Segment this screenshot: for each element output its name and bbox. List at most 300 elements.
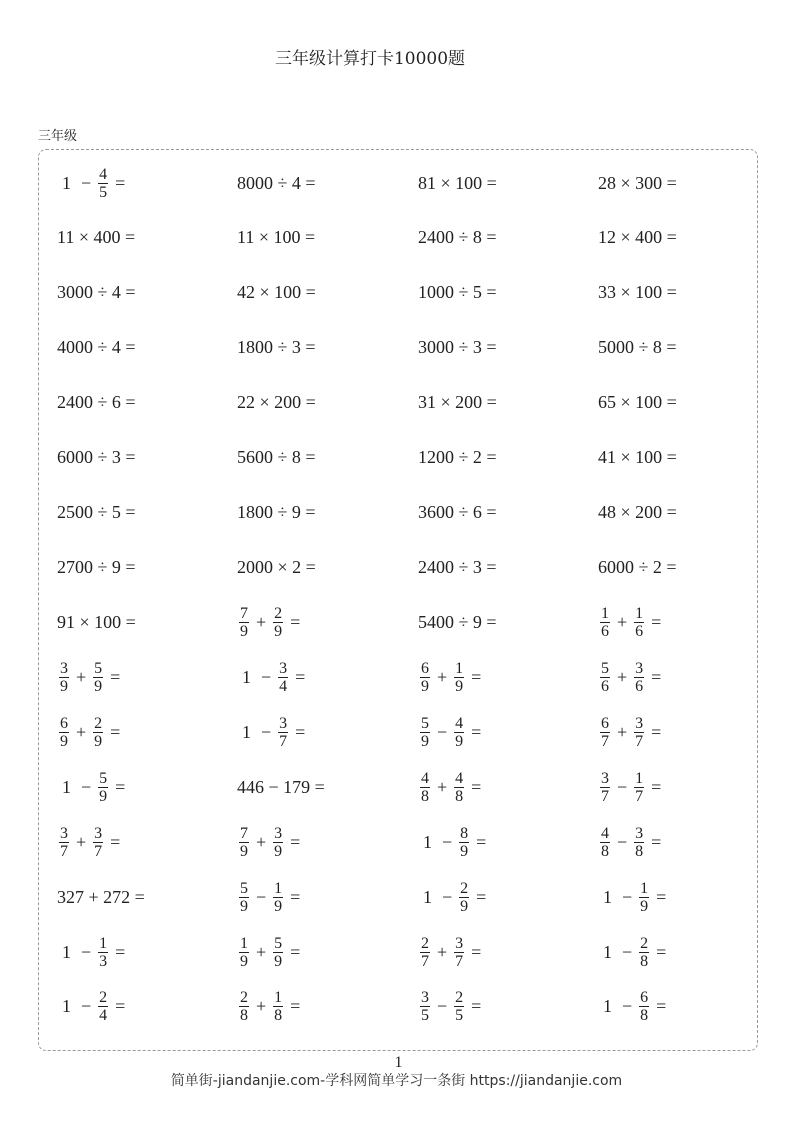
expression-text: =	[290, 996, 301, 1017]
denominator: 8	[640, 952, 649, 970]
fraction	[600, 715, 610, 750]
numerator: 4	[455, 769, 464, 787]
denominator: 9	[274, 842, 283, 860]
denominator: 5	[99, 183, 108, 201]
expression-text: =	[651, 776, 662, 797]
numerator: 6	[60, 714, 68, 732]
denominator: 7	[421, 952, 429, 970]
expression-text: −	[617, 831, 628, 852]
numerator: 3	[279, 659, 288, 677]
fraction	[634, 715, 644, 750]
expression-text: =	[290, 941, 301, 962]
fraction	[639, 880, 649, 915]
denominator: 9	[240, 952, 248, 970]
math-problem	[57, 597, 136, 647]
fraction	[273, 935, 283, 970]
expression-text: 41 × 100 =	[598, 447, 677, 468]
numerator: 2	[94, 714, 103, 732]
denominator: 8	[240, 1007, 248, 1025]
expression-text: =	[656, 941, 667, 962]
numerator: 5	[99, 769, 108, 787]
fraction	[59, 825, 69, 860]
expression-text: 6000 ÷ 3 =	[57, 447, 136, 468]
math-problem	[418, 323, 497, 373]
math-problem	[418, 597, 497, 647]
denominator: 9	[240, 842, 248, 860]
numerator: 5	[601, 659, 609, 677]
denominator: 6	[635, 622, 644, 640]
expression-text: 8000 ÷ 4 =	[237, 172, 316, 193]
denominator: 7	[60, 842, 68, 860]
expression-text: =	[471, 996, 482, 1017]
expression-text: +	[256, 831, 267, 852]
denominator: 9	[240, 897, 248, 915]
expression-text: =	[651, 666, 662, 687]
expression-text: −	[442, 886, 453, 907]
denominator: 8	[421, 787, 429, 805]
numerator: 5	[274, 934, 283, 952]
math-problem	[598, 433, 677, 483]
numerator: 5	[421, 714, 429, 732]
expression-text: 1000 ÷ 5 =	[418, 282, 497, 303]
expression-text: −	[256, 886, 267, 907]
numerator: 3	[455, 934, 464, 952]
expression-text: 2500 ÷ 5 =	[57, 502, 136, 523]
math-problem	[418, 158, 497, 208]
fraction	[454, 715, 464, 750]
fraction	[98, 166, 108, 201]
numerator: 1	[240, 934, 248, 952]
fraction	[459, 825, 469, 860]
math-problem	[57, 817, 125, 867]
math-problem	[598, 158, 677, 208]
expression-text: 5400 ÷ 9 =	[418, 611, 497, 632]
expression-text: =	[115, 941, 126, 962]
page-title: 三年级计算打卡10000题	[274, 49, 466, 69]
denominator: 9	[455, 732, 464, 750]
denominator: 9	[421, 732, 429, 750]
math-problem	[57, 213, 135, 263]
fraction	[278, 715, 288, 750]
fraction	[239, 935, 249, 970]
denominator: 9	[274, 952, 283, 970]
expression-text: 5000 ÷ 8 =	[598, 337, 677, 358]
numerator: 1	[640, 879, 649, 897]
denominator: 9	[640, 897, 649, 915]
expression-text: 1	[62, 776, 71, 797]
expression-text: 1	[423, 831, 432, 852]
expression-text: +	[437, 776, 448, 797]
math-problem	[57, 652, 125, 702]
numerator: 2	[455, 989, 464, 1007]
math-problem	[57, 762, 130, 812]
expression-text: 2400 ÷ 6 =	[57, 392, 136, 413]
numerator: 3	[635, 714, 644, 732]
math-problem	[598, 927, 671, 977]
expression-text: =	[651, 721, 662, 742]
fraction	[420, 989, 430, 1024]
fraction	[634, 770, 644, 805]
math-problem	[57, 378, 136, 428]
denominator: 8	[601, 842, 609, 860]
denominator: 8	[635, 842, 644, 860]
numerator: 4	[99, 165, 108, 183]
math-problem	[237, 597, 305, 647]
numerator: 1	[601, 604, 609, 622]
numerator: 7	[240, 824, 248, 842]
math-problem	[418, 378, 497, 428]
math-problem	[237, 817, 305, 867]
fraction	[600, 660, 610, 695]
fraction	[634, 605, 644, 640]
expression-text: 1800 ÷ 3 =	[237, 337, 316, 358]
denominator: 7	[455, 952, 464, 970]
expression-text: =	[656, 996, 667, 1017]
math-problem	[57, 488, 136, 538]
fraction	[600, 770, 610, 805]
expression-text: =	[476, 831, 487, 852]
fraction	[420, 715, 430, 750]
expression-text: =	[476, 886, 487, 907]
expression-text: =	[651, 831, 662, 852]
fraction	[93, 825, 103, 860]
math-problem	[598, 982, 671, 1032]
numerator: 4	[455, 714, 464, 732]
fraction	[420, 770, 430, 805]
expression-text: −	[622, 886, 633, 907]
fraction	[93, 660, 103, 695]
expression-text: −	[622, 941, 633, 962]
fraction	[420, 935, 430, 970]
denominator: 7	[601, 732, 609, 750]
numerator: 3	[635, 824, 644, 842]
numerator: 3	[60, 659, 68, 677]
fraction	[98, 989, 108, 1024]
denominator: 7	[601, 787, 609, 805]
expression-text: =	[471, 666, 482, 687]
denominator: 7	[635, 787, 644, 805]
expression-text: −	[442, 831, 453, 852]
numerator: 3	[601, 769, 609, 787]
fraction	[273, 880, 283, 915]
expression-text: +	[437, 941, 448, 962]
math-problem	[237, 158, 316, 208]
math-problem	[418, 707, 486, 757]
expression-text: 1	[242, 721, 251, 742]
math-problem	[237, 927, 305, 977]
math-problem	[237, 652, 310, 702]
expression-text: 28 × 300 =	[598, 172, 677, 193]
expression-text: 31 × 200 =	[418, 392, 497, 413]
denominator: 7	[279, 732, 288, 750]
numerator: 1	[455, 659, 464, 677]
denominator: 6	[601, 677, 609, 695]
fraction	[239, 825, 249, 860]
math-problem	[237, 707, 310, 757]
fraction	[273, 605, 283, 640]
expression-text: 5600 ÷ 8 =	[237, 447, 316, 468]
fraction	[454, 935, 464, 970]
expression-text: 1	[62, 941, 71, 962]
numerator: 3	[94, 824, 103, 842]
fraction	[454, 770, 464, 805]
denominator: 3	[99, 952, 108, 970]
expression-text: 2400 ÷ 3 =	[418, 557, 497, 577]
denominator: 6	[601, 622, 609, 640]
math-problem	[598, 872, 671, 922]
numerator: 6	[601, 714, 609, 732]
fraction	[454, 989, 464, 1024]
fraction	[98, 770, 108, 805]
math-problem	[418, 982, 486, 1032]
math-problem	[418, 543, 497, 593]
math-problem	[598, 597, 666, 647]
expression-text: 1	[62, 172, 71, 193]
fraction	[420, 660, 430, 695]
expression-text: 42 × 100 =	[237, 282, 316, 303]
numerator: 3	[279, 714, 288, 732]
expression-text: 1	[62, 996, 71, 1017]
numerator: 2	[240, 989, 248, 1007]
math-problem	[418, 213, 497, 263]
expression-text: =	[115, 776, 126, 797]
numerator: 6	[421, 659, 429, 677]
fraction	[59, 660, 69, 695]
expression-text: −	[437, 721, 448, 742]
math-problem	[237, 488, 316, 538]
denominator: 4	[99, 1007, 108, 1025]
expression-text: =	[651, 611, 662, 632]
expression-text: −	[261, 721, 272, 742]
numerator: 2	[99, 989, 108, 1007]
expression-text: 81 × 100 =	[418, 172, 497, 193]
footer-watermark: 简单街-jiandanjie.com-学科网简单学习一条街 https://jiandanjie.com	[170, 1073, 623, 1089]
expression-text: −	[261, 666, 272, 687]
expression-text: +	[256, 996, 267, 1017]
denominator: 9	[455, 677, 464, 695]
math-problem	[418, 268, 497, 318]
expression-text: 3000 ÷ 3 =	[418, 337, 497, 358]
numerator: 2	[460, 879, 469, 897]
math-problem	[598, 378, 677, 428]
math-problem	[57, 433, 136, 483]
math-problem	[237, 323, 316, 373]
denominator: 7	[94, 842, 103, 860]
math-problem	[57, 872, 145, 922]
math-problem	[598, 707, 666, 757]
page-number: 1	[394, 1054, 403, 1071]
fraction	[239, 605, 249, 640]
denominator: 9	[94, 732, 103, 750]
math-problem	[418, 762, 486, 812]
expression-text: 446 − 179 =	[237, 776, 325, 797]
numerator: 1	[635, 769, 644, 787]
denominator: 4	[279, 677, 288, 695]
fraction	[639, 935, 649, 970]
expression-text: +	[617, 721, 628, 742]
fraction	[600, 605, 610, 640]
fraction	[454, 660, 464, 695]
numerator: 5	[240, 879, 248, 897]
expression-text: =	[471, 721, 482, 742]
expression-text: −	[617, 776, 628, 797]
denominator: 5	[455, 1007, 464, 1025]
expression-text: =	[290, 886, 301, 907]
numerator: 1	[99, 934, 108, 952]
math-problem	[598, 323, 677, 373]
math-problem	[57, 158, 130, 208]
math-problem	[237, 378, 316, 428]
expression-text: 65 × 100 =	[598, 392, 677, 413]
math-problem	[237, 433, 316, 483]
denominator: 6	[635, 677, 644, 695]
expression-text: +	[76, 721, 87, 742]
numerator: 1	[274, 989, 283, 1007]
fraction	[459, 880, 469, 915]
expression-text: 1	[603, 886, 612, 907]
expression-text: =	[110, 666, 121, 687]
expression-text: +	[76, 666, 87, 687]
math-problem	[598, 652, 666, 702]
math-problem	[237, 543, 316, 593]
math-problem	[57, 543, 136, 593]
expression-text: =	[290, 611, 301, 632]
expression-text: 1200 ÷ 2 =	[418, 447, 497, 468]
expression-text: =	[471, 941, 482, 962]
numerator: 1	[635, 604, 644, 622]
expression-text: =	[295, 721, 306, 742]
expression-text: =	[115, 996, 126, 1017]
expression-text: +	[437, 666, 448, 687]
expression-text: 2700 ÷ 9 =	[57, 557, 136, 577]
numerator: 3	[60, 824, 68, 842]
numerator: 3	[421, 989, 429, 1007]
expression-text: −	[81, 172, 92, 193]
numerator: 8	[460, 824, 469, 842]
expression-text: +	[617, 611, 628, 632]
math-problem	[57, 323, 136, 373]
expression-text: =	[110, 831, 121, 852]
expression-text: 48 × 200 =	[598, 502, 677, 523]
math-problem	[598, 762, 666, 812]
math-problem	[237, 268, 316, 318]
denominator: 5	[421, 1007, 429, 1025]
expression-text: 1800 ÷ 9 =	[237, 502, 316, 523]
denominator: 9	[60, 732, 68, 750]
expression-text: =	[471, 776, 482, 797]
math-problem	[237, 872, 305, 922]
expression-text: 1	[603, 941, 612, 962]
expression-text: +	[76, 831, 87, 852]
math-problem	[598, 268, 677, 318]
expression-text: −	[622, 996, 633, 1017]
math-problem	[418, 927, 486, 977]
math-problem	[598, 817, 666, 867]
math-problem	[418, 872, 491, 922]
expression-text: +	[256, 611, 267, 632]
math-problem	[598, 213, 677, 263]
numerator: 6	[640, 989, 649, 1007]
expression-text: 1	[242, 666, 251, 687]
expression-text: =	[295, 666, 306, 687]
expression-text: 12 × 400 =	[598, 227, 677, 248]
math-problem	[237, 213, 315, 263]
denominator: 8	[274, 1007, 283, 1025]
math-problem	[418, 488, 497, 538]
fraction	[634, 825, 644, 860]
expression-text: 2400 ÷ 8 =	[418, 227, 497, 248]
expression-text: 3000 ÷ 4 =	[57, 282, 136, 303]
expression-text: 327 + 272 =	[57, 886, 145, 907]
fraction	[273, 989, 283, 1024]
denominator: 8	[640, 1007, 649, 1025]
numerator: 4	[421, 769, 429, 787]
fraction	[93, 715, 103, 750]
fraction	[239, 989, 249, 1024]
denominator: 7	[635, 732, 644, 750]
fraction	[98, 935, 108, 970]
expression-text: +	[256, 941, 267, 962]
expression-text: =	[290, 831, 301, 852]
math-problem	[418, 433, 497, 483]
math-problem	[57, 927, 130, 977]
expression-text: =	[115, 172, 126, 193]
denominator: 8	[455, 787, 464, 805]
math-problem	[237, 762, 325, 812]
numerator: 2	[274, 604, 283, 622]
expression-text: 1	[603, 996, 612, 1017]
fraction	[278, 660, 288, 695]
expression-text: 33 × 100 =	[598, 282, 677, 303]
expression-text: =	[656, 886, 667, 907]
fraction	[634, 660, 644, 695]
denominator: 9	[274, 622, 283, 640]
expression-text: −	[81, 776, 92, 797]
fraction	[59, 715, 69, 750]
numerator: 3	[635, 659, 644, 677]
denominator: 9	[460, 897, 469, 915]
math-problem	[418, 652, 486, 702]
numerator: 2	[640, 934, 649, 952]
expression-text: 6000 ÷ 2 =	[598, 557, 677, 577]
numerator: 7	[240, 604, 248, 622]
expression-text: 11 × 400 =	[57, 227, 136, 248]
section-label: 三年级	[38, 129, 78, 144]
expression-text: 3600 ÷ 6 =	[418, 502, 497, 523]
expression-text: =	[110, 721, 121, 742]
numerator: 2	[421, 934, 429, 952]
expression-text: 22 × 200 =	[237, 392, 316, 413]
denominator: 9	[460, 842, 469, 860]
numerator: 4	[601, 824, 609, 842]
expression-text: +	[617, 666, 628, 687]
denominator: 9	[60, 677, 68, 695]
expression-text: 4000 ÷ 4 =	[57, 337, 136, 358]
math-problem	[57, 707, 125, 757]
math-problem	[57, 268, 136, 318]
expression-text: 91 × 100 =	[57, 611, 136, 632]
expression-text: −	[81, 941, 92, 962]
math-problem	[57, 982, 130, 1032]
fraction	[239, 880, 249, 915]
expression-text: 2000 × 2 =	[237, 557, 316, 577]
math-problem	[418, 817, 491, 867]
numerator: 1	[274, 879, 283, 897]
fraction	[273, 825, 283, 860]
denominator: 9	[274, 897, 283, 915]
denominator: 9	[240, 622, 248, 640]
expression-text: −	[437, 996, 448, 1017]
